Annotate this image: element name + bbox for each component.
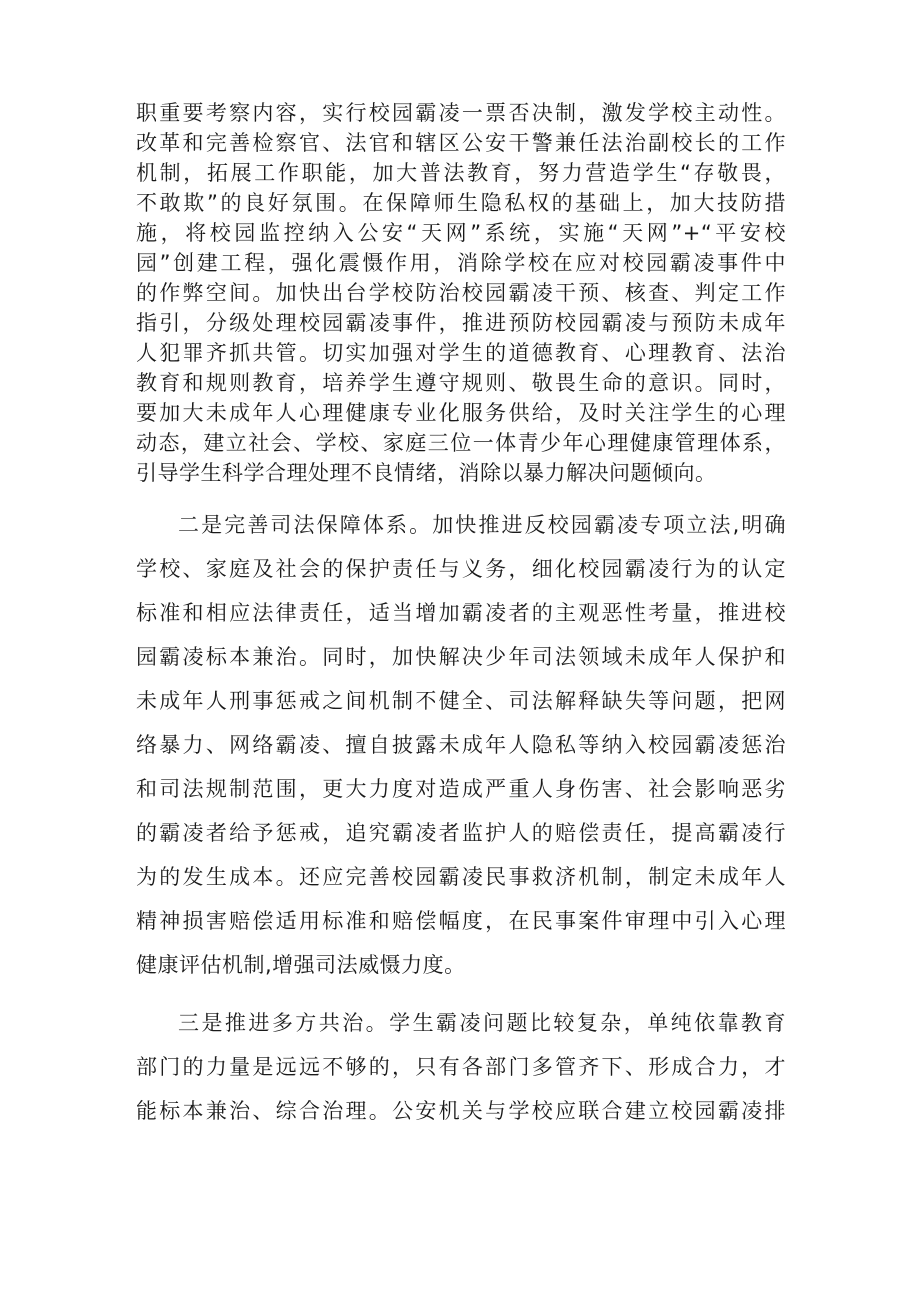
paragraph-line: 指引，分级处理校园霸凌事件，推进预防校园霸凌与预防未成年 <box>136 311 786 335</box>
paragraph-line: 动态，建立社会、学校、家庭三位一体青少年心理健康管理体系， <box>136 431 786 455</box>
paragraph-line: 园”创建工程，强化震慑作用，消除学校在应对校园霸凌事件中 <box>136 251 786 275</box>
paragraph-line: 的霸凌者给予惩戒，追究霸凌者监护人的赔偿责任，提高霸凌行 <box>136 821 786 845</box>
paragraph-line: 施，将校园监控纳入公安“天网”系统，实施“天网”+“平安校 <box>136 221 786 245</box>
paragraph-line: 为的发生成本。还应完善校园霸凌民事救济机制，制定未成年人 <box>136 865 786 889</box>
paragraph-line: 部门的力量是远远不够的，只有各部门多管齐下、形成合力，才 <box>136 1055 786 1079</box>
paragraph-line: 络暴力、网络霸凌、擅自披露未成年人隐私等纳入校园霸凌惩治 <box>136 733 786 757</box>
paragraph-line: 标准和相应法律责任，适当增加霸凌者的主观恶性考量，推进校 <box>136 601 786 625</box>
paragraph-line: 教育和规则教育，培养学生遵守规则、敬畏生命的意识。同时， <box>136 371 786 395</box>
paragraph-line: 职重要考察内容，实行校园霸凌一票否决制，激发学校主动性。 <box>136 101 786 125</box>
paragraph-line: 健康评估机制,增强司法威慑力度。 <box>136 953 466 977</box>
paragraph-line: 不敢欺”的良好氛围。在保障师生隐私权的基础上，加大技防措 <box>136 191 786 215</box>
paragraph-line: 三是推进多方共治。学生霸凌问题比较复杂，单纯依靠教育 <box>178 1011 786 1035</box>
paragraph-line: 引导学生科学合理处理不良情绪，消除以暴力解决问题倾向。 <box>136 461 717 485</box>
paragraph-line: 未成年人刑事惩戒之间机制不健全、司法解释缺失等问题，把网 <box>136 689 786 713</box>
paragraph-line: 和司法规制范围，更大力度对造成严重人身伤害、社会影响恶劣 <box>136 777 786 801</box>
paragraph-line: 要加大未成年人心理健康专业化服务供给，及时关注学生的心理 <box>136 401 786 425</box>
paragraph-line: 能标本兼治、综合治理。公安机关与学校应联合建立校园霸凌排 <box>136 1099 786 1123</box>
paragraph-line: 的作弊空间。加快出台学校防治校园霸凌干预、核查、判定工作 <box>136 281 786 305</box>
paragraph-line: 园霸凌标本兼治。同时，加快解决少年司法领域未成年人保护和 <box>136 645 786 669</box>
paragraph-line: 人犯罪齐抓共管。切实加强对学生的道德教育、心理教育、法治 <box>136 341 786 365</box>
paragraph-line: 改革和完善检察官、法官和辖区公安干警兼任法治副校长的工作 <box>136 131 786 155</box>
paragraph-line: 机制，拓展工作职能，加大普法教育，努力营造学生“存敬畏， <box>136 161 786 185</box>
paragraph-line: 精神损害赔偿适用标准和赔偿幅度，在民事案件审理中引入心理 <box>136 909 786 933</box>
paragraph-line: 二是完善司法保障体系。加快推进反校园霸凌专项立法,明确 <box>178 513 786 537</box>
paragraph-line: 学校、家庭及社会的保护责任与义务，细化校园霸凌行为的认定 <box>136 557 786 581</box>
